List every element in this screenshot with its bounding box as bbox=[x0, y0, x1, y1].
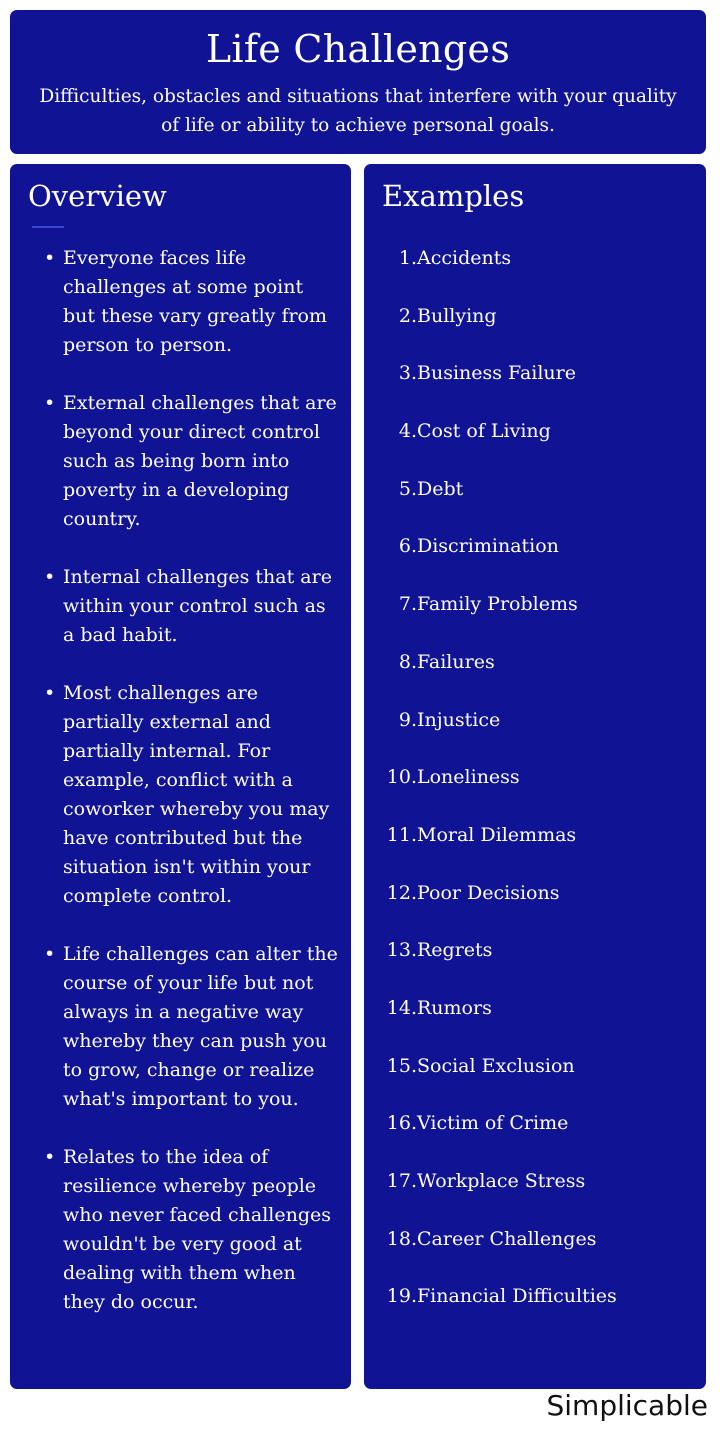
example-item bbox=[364, 302, 706, 360]
example-item bbox=[364, 879, 706, 937]
example-label: Poor Decisions bbox=[417, 881, 560, 904]
example-number: 4. bbox=[398, 420, 417, 443]
page-subtitle: Difficulties, obstacles and situations that interfere with your quality of life or ability to achieve personal goals. bbox=[39, 86, 677, 136]
overview-item bbox=[10, 563, 351, 650]
example-number: 19. bbox=[386, 1285, 417, 1308]
overview-item-text: Relates to the idea of resilience whereby people who never faced challenges wouldn't be very good at dealing with them when they do occur. bbox=[63, 1146, 332, 1313]
example-number: 15. bbox=[386, 1054, 417, 1077]
overview-item-text: Life challenges can alter the course of your life but not always in a negative way whereby they can push you to grow, change or realize what's important to you. bbox=[63, 943, 338, 1110]
example-number: 8. bbox=[398, 650, 417, 673]
page-title: Life Challenges bbox=[205, 27, 511, 71]
example-label: Financial Difficulties bbox=[417, 1285, 617, 1308]
overview-item bbox=[10, 244, 351, 360]
example-item bbox=[364, 706, 706, 764]
example-item bbox=[364, 821, 706, 879]
example-label: Career Challenges bbox=[417, 1227, 597, 1250]
example-item bbox=[364, 1225, 706, 1283]
example-label: Loneliness bbox=[417, 766, 520, 789]
example-item bbox=[364, 994, 706, 1052]
example-label: Rumors bbox=[417, 996, 492, 1019]
overview-list bbox=[10, 244, 351, 1346]
examples-list bbox=[364, 244, 706, 1340]
example-item bbox=[364, 1282, 706, 1340]
overview-heading-underline bbox=[32, 226, 64, 228]
bullet-icon: • bbox=[44, 392, 56, 414]
overview-item-text: Everyone faces life challenges at some point but these vary greatly from person to person. bbox=[63, 247, 328, 356]
example-item bbox=[364, 936, 706, 994]
example-label: Family Problems bbox=[417, 593, 578, 616]
example-item bbox=[364, 417, 706, 475]
example-number: 1. bbox=[398, 247, 417, 269]
overview-panel bbox=[10, 164, 351, 1389]
overview-item bbox=[10, 679, 351, 911]
overview-item bbox=[10, 940, 351, 1114]
example-number: 18. bbox=[386, 1227, 417, 1250]
header-panel bbox=[10, 10, 706, 154]
overview-item bbox=[10, 389, 351, 534]
example-item bbox=[364, 1052, 706, 1110]
example-item bbox=[364, 244, 706, 302]
example-number: 7. bbox=[398, 593, 417, 616]
example-number: 17. bbox=[386, 1170, 417, 1192]
example-number: 13. bbox=[386, 939, 417, 962]
example-number: 6. bbox=[398, 535, 417, 558]
example-label: Workplace Stress bbox=[417, 1170, 586, 1192]
overview-heading: Overview bbox=[28, 179, 167, 213]
example-label: Victim of Crime bbox=[417, 1112, 569, 1135]
example-number: 2. bbox=[398, 304, 417, 327]
example-number: 12. bbox=[386, 881, 417, 904]
example-label: Accidents bbox=[417, 247, 512, 269]
example-number: 10. bbox=[386, 766, 417, 789]
example-label: Moral Dilemmas bbox=[417, 823, 577, 846]
example-label: Business Failure bbox=[417, 362, 576, 385]
bullet-icon: • bbox=[44, 943, 56, 965]
bullet-icon: • bbox=[44, 566, 56, 588]
example-item bbox=[364, 648, 706, 706]
example-item bbox=[364, 590, 706, 648]
example-number: 14. bbox=[386, 996, 417, 1019]
example-item bbox=[364, 475, 706, 533]
example-item bbox=[364, 359, 706, 417]
example-number: 3. bbox=[398, 362, 417, 385]
example-label: Failures bbox=[417, 650, 495, 673]
example-label: Discrimination bbox=[417, 535, 559, 558]
example-label: Bullying bbox=[417, 304, 497, 327]
bullet-icon: • bbox=[44, 247, 56, 269]
overview-item-text: External challenges that are beyond your direct control such as being born into poverty in a developing country. bbox=[63, 392, 337, 530]
bullet-icon: • bbox=[44, 682, 56, 704]
overview-item-text: Internal challenges that are within your control such as a bad habit. bbox=[63, 566, 332, 646]
example-item bbox=[364, 763, 706, 821]
overview-item-text: Most challenges are partially external and partially internal. For example, conflict with a coworker whereby you may have contributed but the situation isn't within your complete control. bbox=[63, 682, 330, 907]
example-label: Social Exclusion bbox=[417, 1054, 575, 1077]
overview-item bbox=[10, 1143, 351, 1317]
example-item bbox=[364, 532, 706, 590]
examples-heading: Examples bbox=[382, 179, 525, 213]
example-label: Cost of Living bbox=[417, 420, 551, 443]
example-item bbox=[364, 1167, 706, 1225]
example-label: Injustice bbox=[417, 708, 501, 731]
example-number: 9. bbox=[398, 708, 417, 731]
example-item bbox=[364, 1109, 706, 1167]
brand-logo: Simplicable bbox=[546, 1389, 708, 1422]
example-number: 5. bbox=[398, 477, 417, 500]
examples-panel bbox=[364, 164, 706, 1389]
bullet-icon: • bbox=[44, 1146, 56, 1168]
example-label: Regrets bbox=[417, 939, 493, 962]
example-number: 16. bbox=[386, 1112, 417, 1135]
example-label: Debt bbox=[417, 477, 464, 500]
example-number: 11. bbox=[386, 823, 417, 846]
